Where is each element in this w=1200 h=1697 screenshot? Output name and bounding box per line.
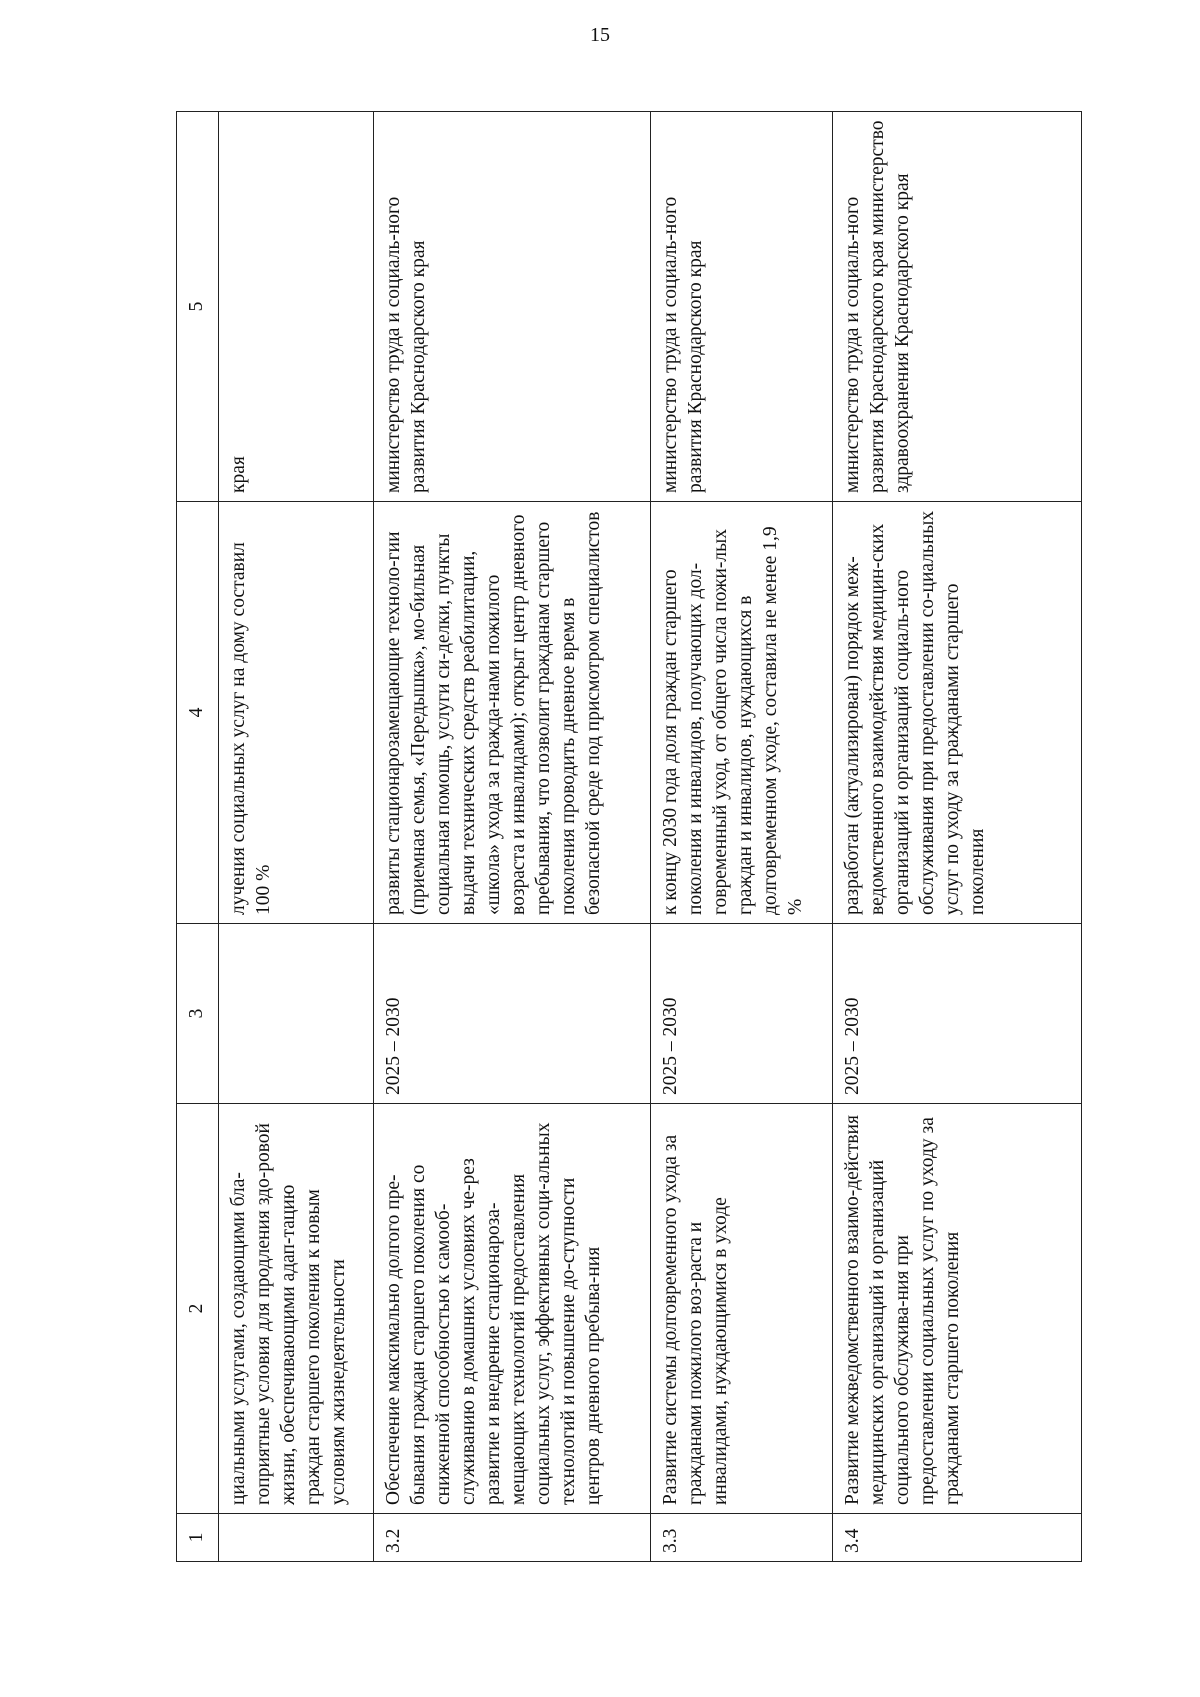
row-result: к концу 2030 года доля граждан старшего поколения и инвалидов, получающих дол-говременный уход, от общего числа пожи-лых граждан и инвалидов, нуждающихся в долговременном уходе, составила не менее 1,9 % [651,502,833,924]
page-number: 15 [590,24,610,46]
table-row [374,112,651,1562]
row-result: разработан (актуализирован) порядок меж-ведомственного взаимодействия медицин-ских организаций и организаций социаль-ного обслуживания при предоставлении со-циальных услуг по уходу за гражданами старшего поколения [833,502,1082,924]
table-row [651,112,833,1562]
row-period: 2025 – 2030 [651,924,833,1104]
row-period: 2025 – 2030 [833,924,1082,1104]
row-result: развиты стационарозамещающие техноло-гии (приемная семья, «Передышка», мо-бильная социальная помощь, услуги си-делки, пункты выдачи технических средств реабилитации, «школа» ухода за гражда-нами пожилого возраста и инвалидами); открыт центр дневного пребывания, что позволит гражданам старшего поколения проводить дневное время в безопасной среде под присмотром специалистов [374,502,651,924]
table-header-row [177,112,219,1562]
table-row [833,112,1082,1562]
row-result: лучения социальных услуг на дому составил 100 % [219,502,374,924]
row-number [219,1514,374,1562]
row-responsible: министерство труда и социаль-ного развития Краснодарского края [651,112,833,502]
row-measure: Развитие межведомственного взаимо-действия медицинских организаций и организаций социального обслужива-ния при предоставлении социальных услуг по уходу за гражданами старшего поколения [833,1104,1082,1514]
header-col-1: 1 [177,1514,219,1562]
header-col-4: 4 [177,502,219,924]
row-responsible: министерство труда и социаль-ного развития Краснодарского края [374,112,651,502]
header-col-3: 3 [177,924,219,1104]
row-number: 3.3 [651,1514,833,1562]
header-col-2: 2 [177,1104,219,1514]
table-row [219,112,374,1562]
row-number: 3.2 [374,1514,651,1562]
rotated-table-container [176,112,1081,1562]
row-period: 2025 – 2030 [374,924,651,1104]
row-number: 3.4 [833,1514,1082,1562]
row-period [219,924,374,1104]
row-responsible: края [219,112,374,502]
header-col-5: 5 [177,112,219,502]
row-measure: циальными услугами, создающими бла-гоприятные условия для продления здо-ровой жизни, обеспечивающими адап-тацию граждан старшего поколения к новым условиям жизнедеятельности [219,1104,374,1514]
plan-table [176,111,1082,1562]
row-measure: Обеспечение максимально долгого пре-бывания граждан старшего поколения со сниженной способностью к самооб-служиванию в домашних условиях че-рез развитие и внедрение стационароза-мещающих технологий предоставления социальных услуг, эффективных соци-альных технологий и повышение до-ступности центров дневного пребыва-ния [374,1104,651,1514]
row-measure: Развитие системы долговременного ухода за гражданами пожилого воз-раста и инвалидами, нуждающимися в уходе [651,1104,833,1514]
row-responsible: министерство труда и социаль-ного развития Краснодарского края министерство здравоохранения Краснодарского края [833,112,1082,502]
